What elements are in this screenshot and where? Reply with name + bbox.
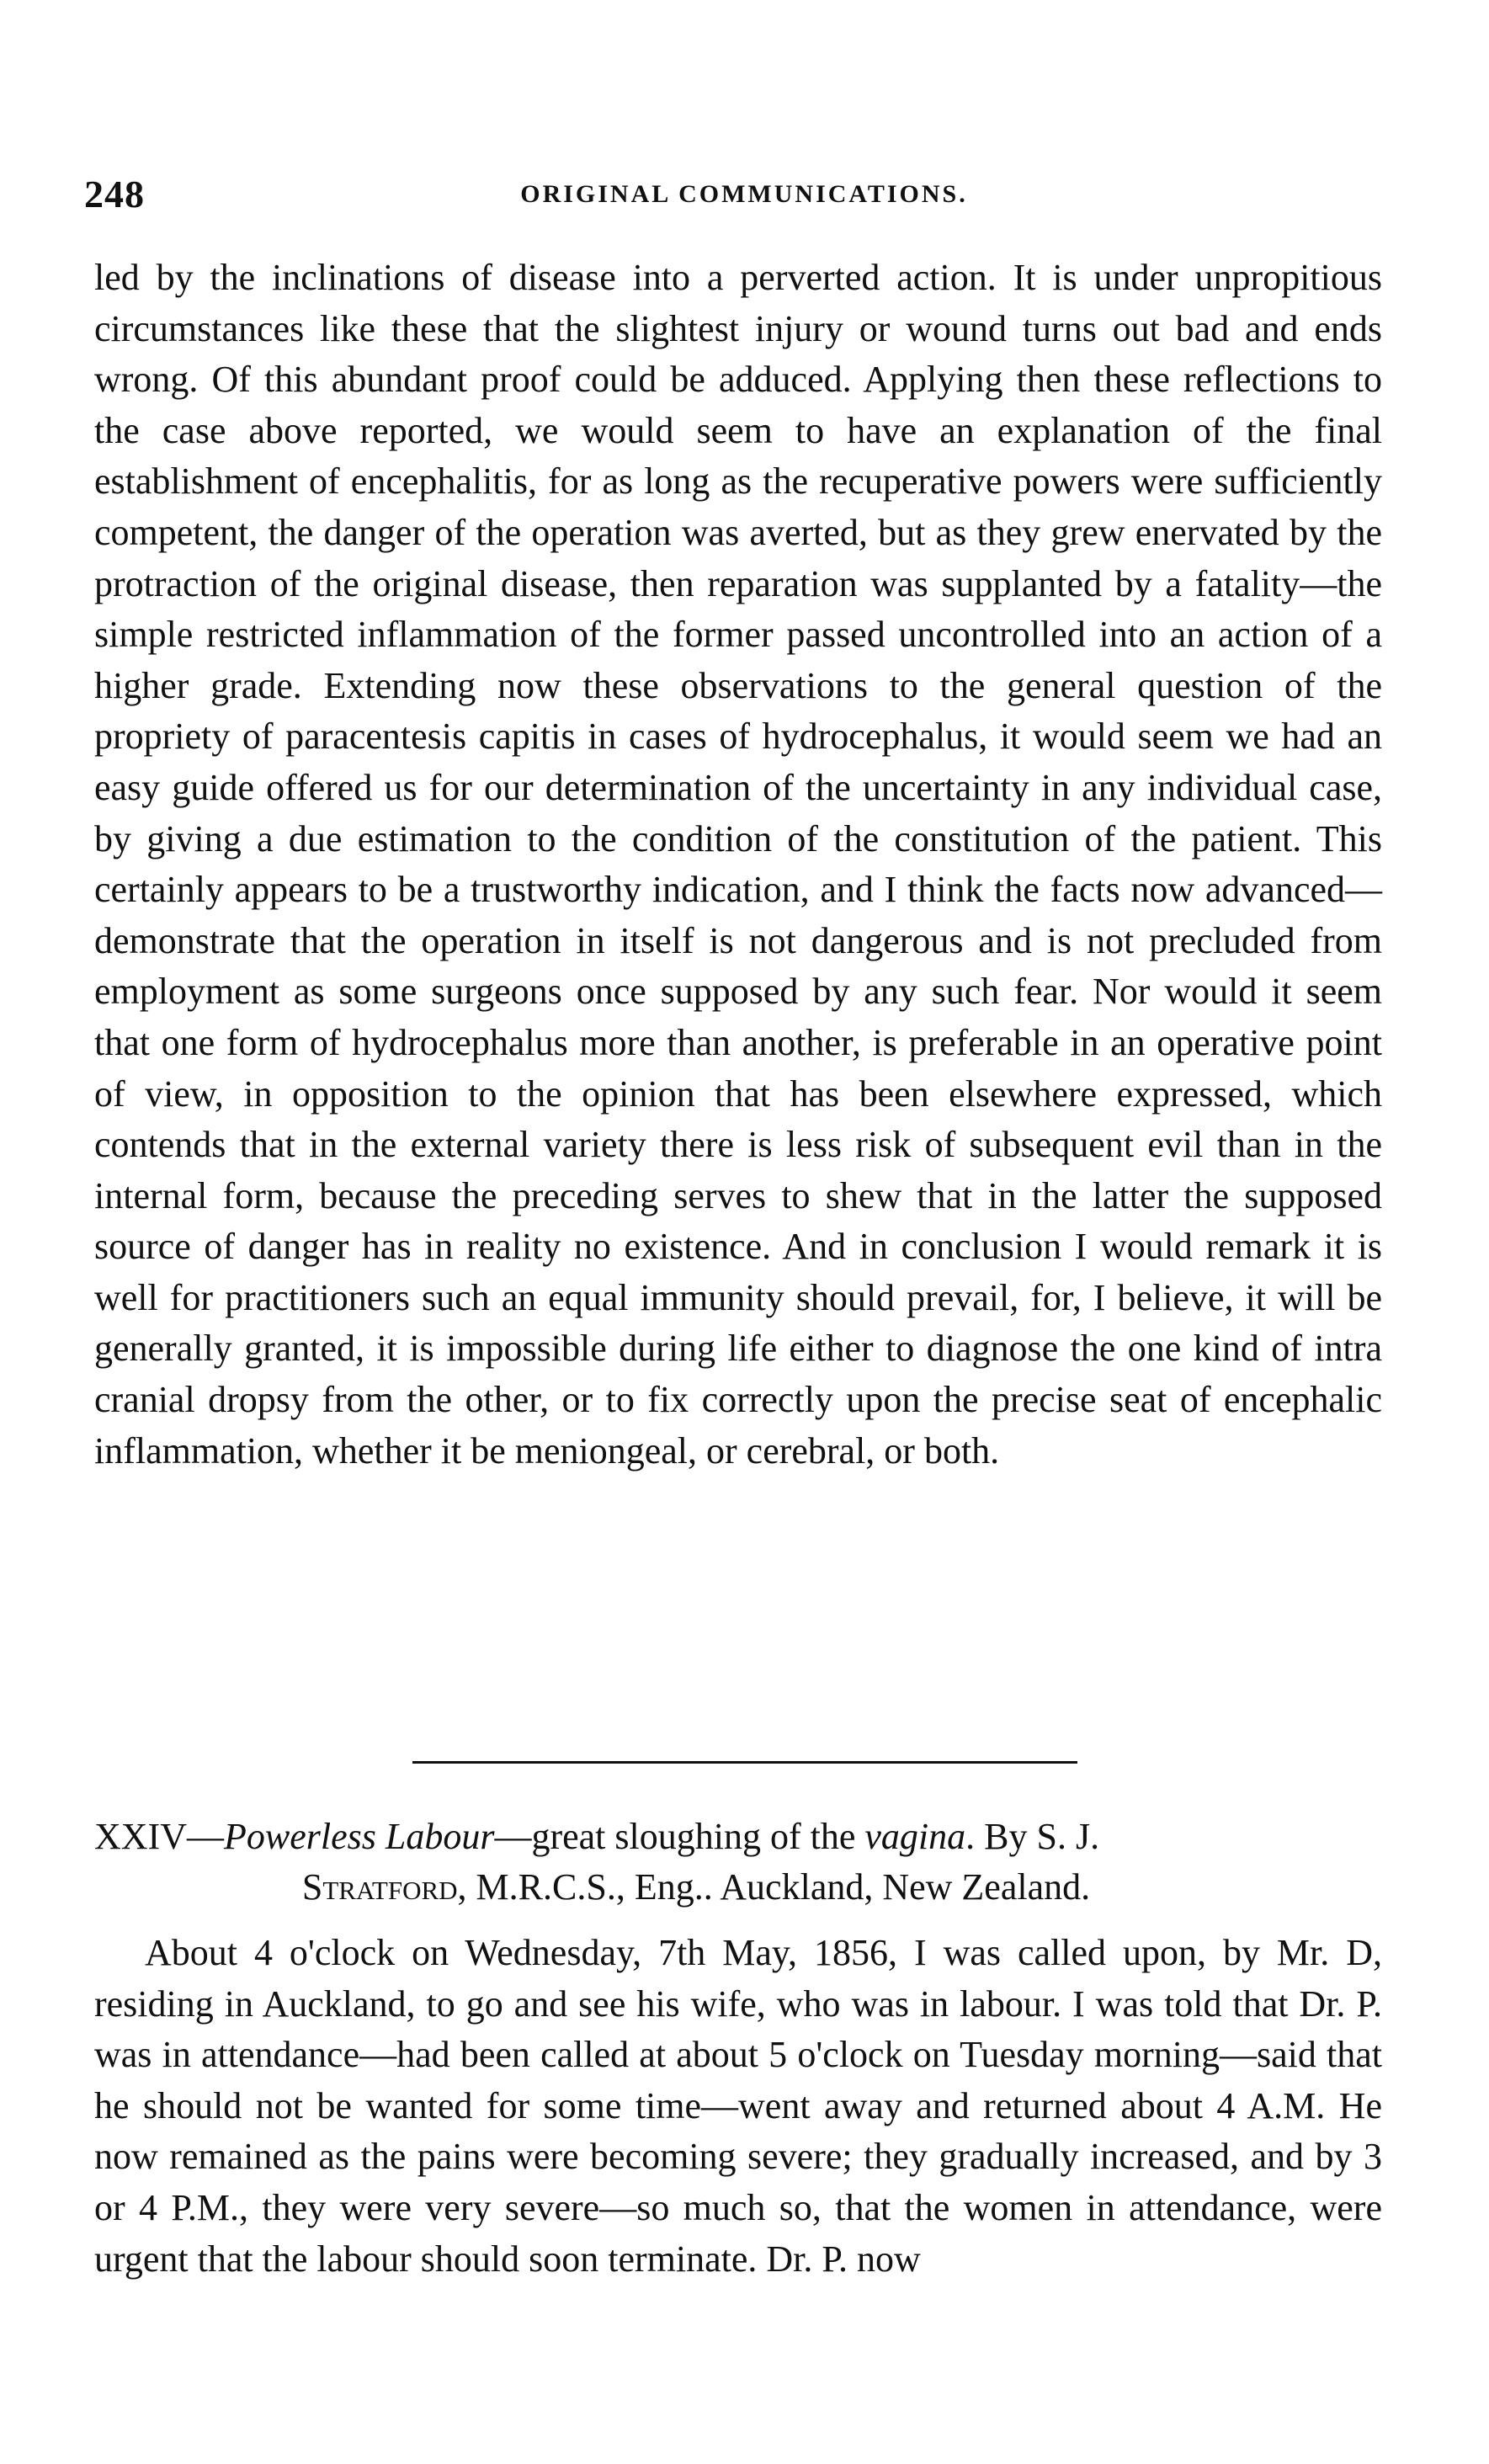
article-heading xyxy=(94,1812,1382,1913)
article-title-line xyxy=(94,1812,1382,1862)
article-paragraph: About 4 o'clock on Wednesday, 7th May, 1856, I was called upon, by Mr. D, residing in Auckland, to go and see his wife, who was in labour. I was told that Dr. P. was in attendance—had been called at about 5 o'clock on Tuesday morning—said that he should not be wanted for some time—went away and returned about 4 A.M. He now remained as the pains were becoming severe; they gradually increased, and by 3 or 4 P.M., they were very severe—so much so, that the women in attendance, were urgent that the labour should soon terminate. Dr. P. now xyxy=(94,1932,1382,2280)
article-title-end: . By S. J. xyxy=(965,1816,1100,1857)
page-header xyxy=(84,172,1404,214)
page-number: 248 xyxy=(84,173,145,216)
article-title-italic-2: vagina xyxy=(864,1816,966,1857)
continuation-paragraph: led by the inclinations of disease into a perverted action. It is under unpropitious circumstances like these that the slightest injury or wound turns out bad and ends wrong. Of this abundant proof could be adduced. Applying then these reflections to the case above reported, we would seem to have an explanation of the final establishment of encephalitis, for as long as the recuperative powers were sufficiently competent, the danger of the operation was averted, but as they grew enervated by the protraction of the original disease, then reparation was supplanted by a fatality—the simple restricted inflammation of the former passed uncontrolled into an action of a higher grade. Extending now these observations to the general question of the propriety of paracentesis capitis in cases of hydrocephalus, it would seem we had an easy guide offered us for our determination of the uncertainty in any individual case, by giving a due estimation to the condition of the constitution of the patient. This certainly appears to be a trustworthy indication, and I think the facts now advanced—demonstrate that the operation in itself is not dangerous and is not precluded from employment as some surgeons once supposed by any such fear. Nor would it seem that one form of hydrocephalus more than another, is preferable in an operative point of view, in opposition to the opinion that has been elsewhere expressed, which contends that in the external variety there is less risk of subsequent evil than in the internal form, because the preceding serves to shew that in the latter the supposed source of danger has in reality no existence. And in conclusion I would remark it is well for practitioners such an equal immunity should prevail, for, I believe, it will be generally granted, it is impossible during life either to diagnose the one kind of intra cranial dropsy from the other, or to fix correctly upon the precise seat of encephalic inflammation, whether it be meniongeal, or cerebral, or both. xyxy=(94,257,1382,1471)
article-title-italic: Powerless Labour xyxy=(223,1816,495,1857)
article-author-line xyxy=(94,1862,1382,1913)
article-author-rest: , M.R.C.S., Eng.. Auckland, New Zealand. xyxy=(457,1866,1091,1908)
article-title-dash: —great sloughing of the xyxy=(494,1816,865,1857)
running-head: ORIGINAL COMMUNICATIONS. xyxy=(520,180,968,208)
article-number: XXIV— xyxy=(94,1816,224,1857)
article-author-name: Stratford xyxy=(301,1866,458,1908)
section-divider xyxy=(412,1761,1077,1764)
